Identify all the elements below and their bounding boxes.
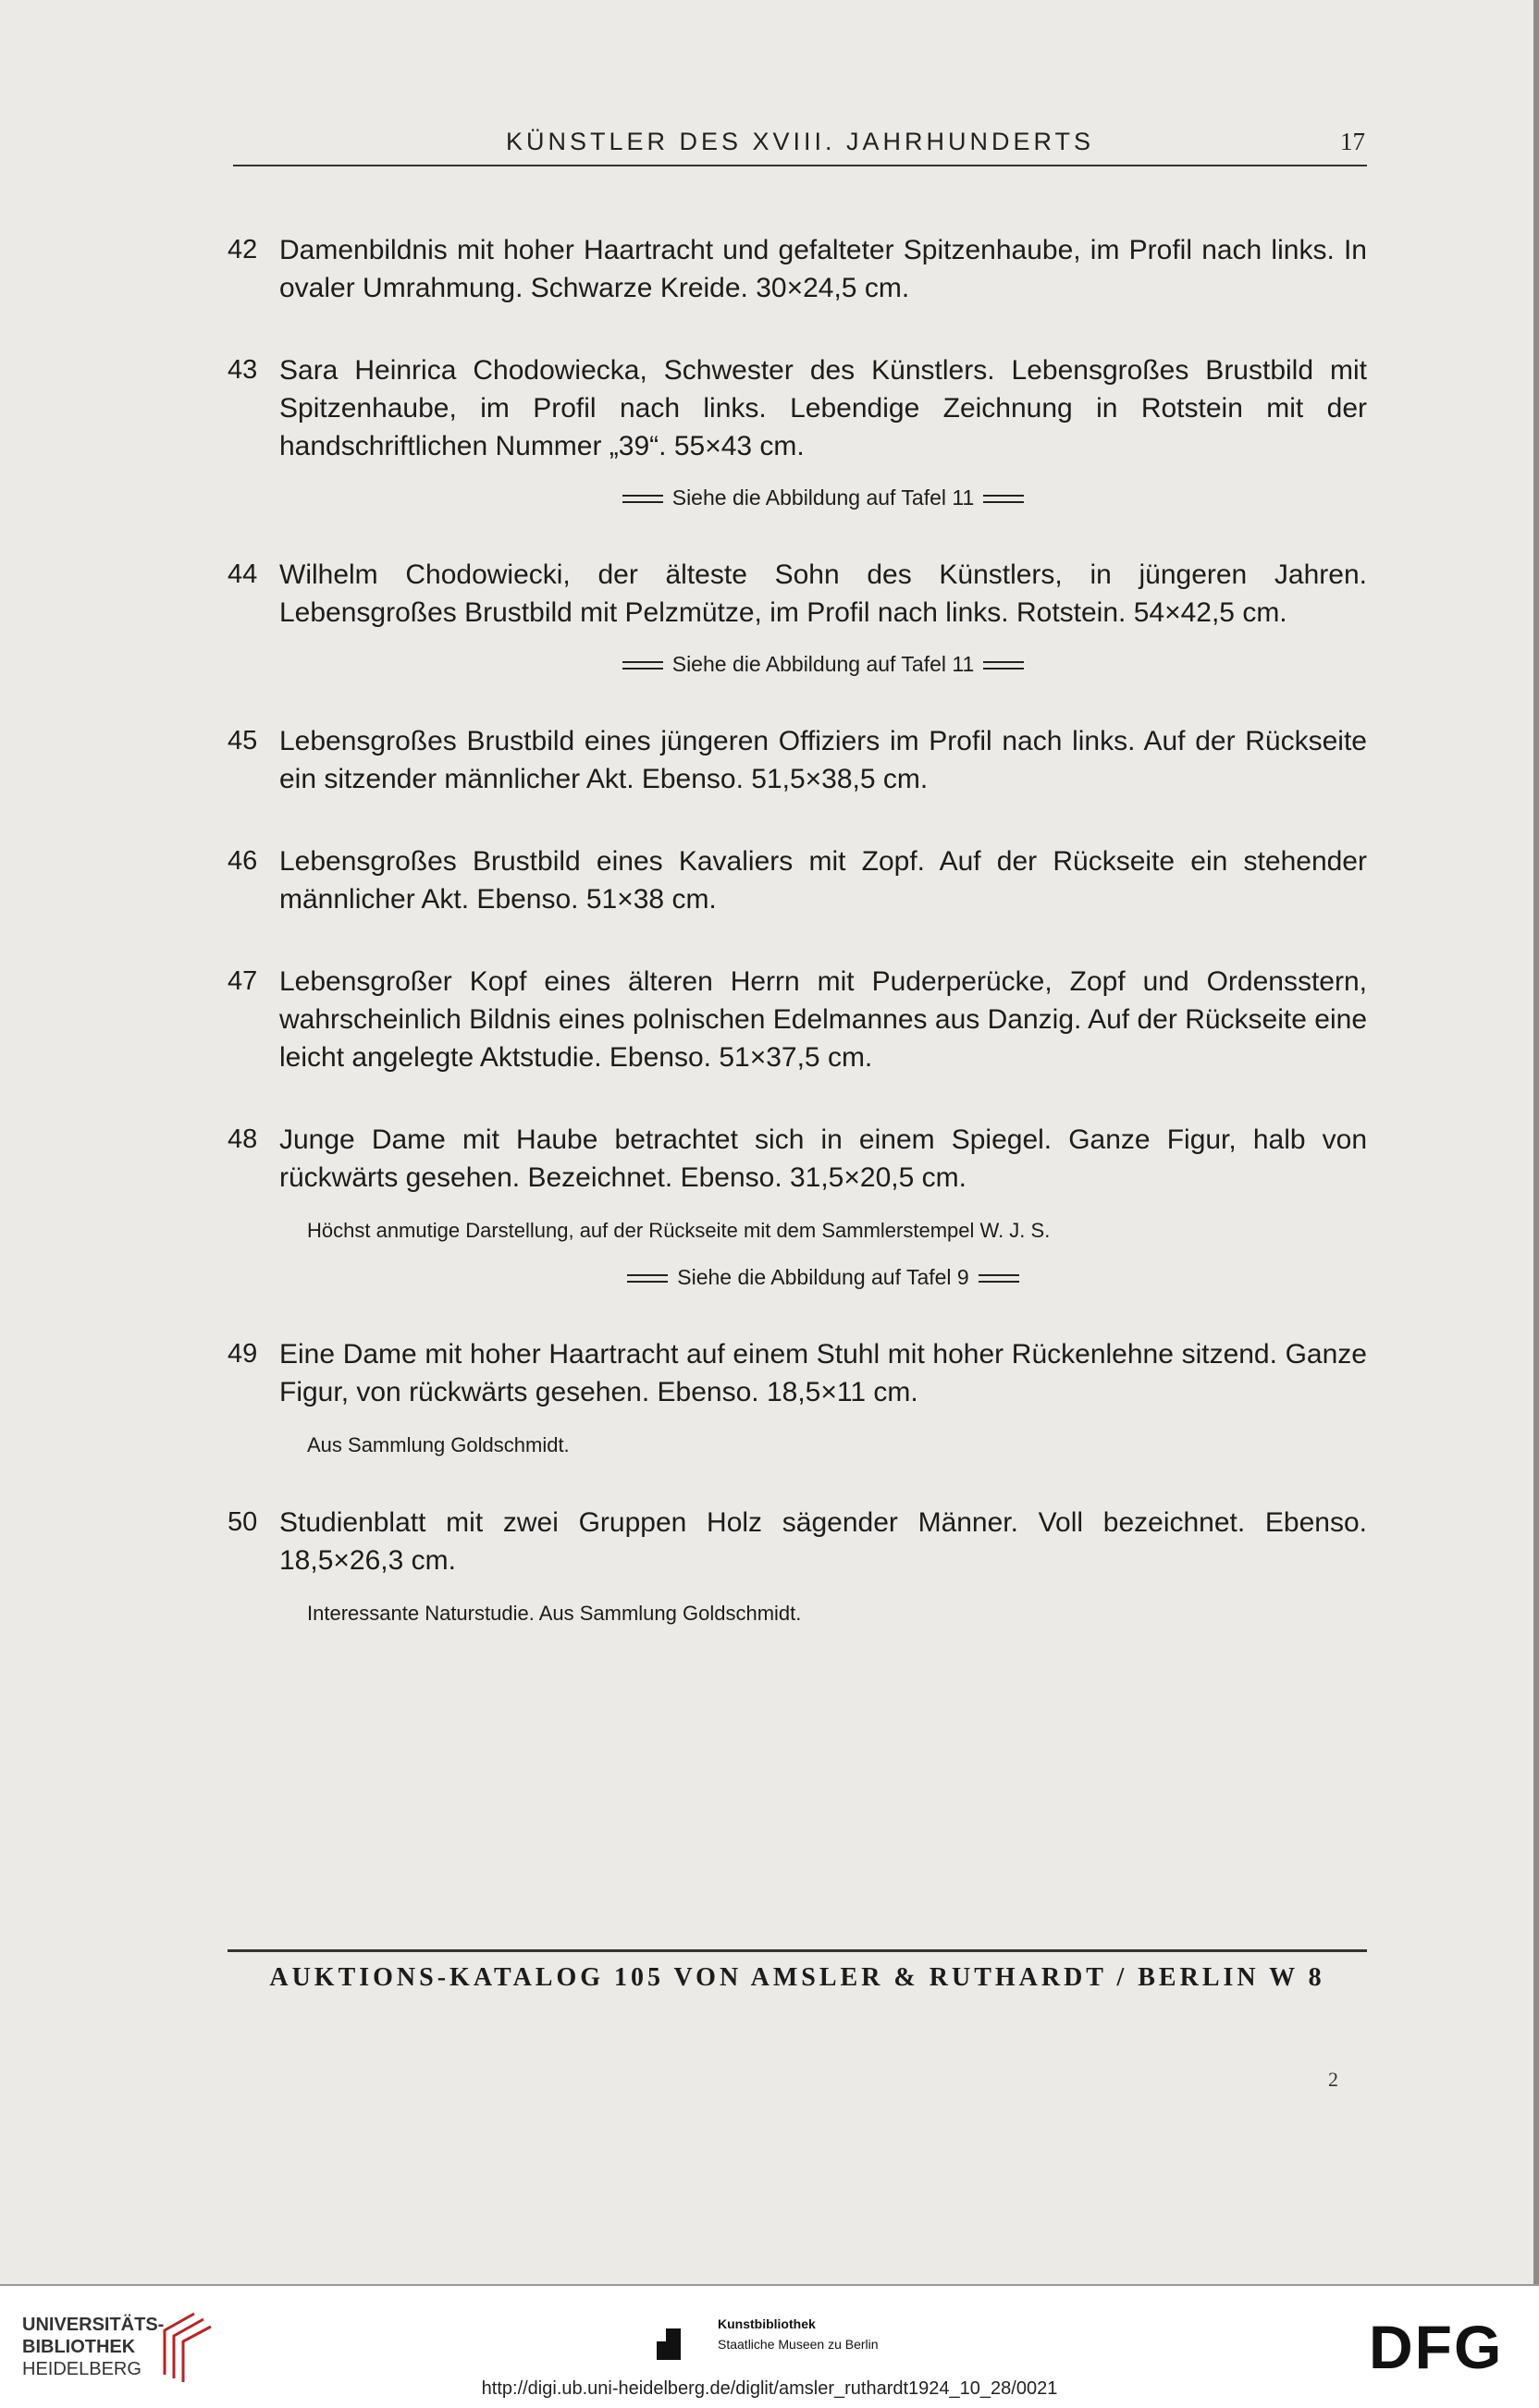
entry-note: Aus Sammlung Goldschmidt.	[307, 1433, 570, 1456]
footer-rule	[228, 1949, 1367, 1952]
catalog-entry-43	[228, 351, 1367, 511]
signature-mark: 2	[1328, 2068, 1338, 2091]
plate-reference	[279, 1263, 1367, 1291]
plate-reference	[279, 484, 1367, 511]
entry-number: 47	[228, 966, 258, 996]
entry-description: Junge Dame mit Haube betrachtet sich in einem Spiegel. Ganze Figur, halb von rückwärts gesehen. Bezeichnet. Ebenso. 31,5×20,5 cm.	[279, 1124, 1367, 1193]
running-title: KÜNSTLER DES XVIII. JAHRHUNDERTS	[505, 128, 1095, 155]
plate-reference-text: Siehe die Abbildung auf Tafel 11	[671, 485, 975, 510]
entry-description: Damenbildnis mit hoher Haartracht und gefalteter Spitzenhaube, im Profil nach links. In ovaler Umrahmung. Schwarze Kreide. 30×24,5 cm.	[279, 235, 1367, 303]
scan-edge	[1533, 0, 1539, 2284]
page-number: 17	[1340, 128, 1365, 155]
kunstbibliothek-line1: Kunstbibliothek	[718, 2316, 816, 2331]
university-logo-icon	[157, 2310, 213, 2384]
catalog-entry-50	[228, 1504, 1367, 1628]
double-dash	[622, 661, 663, 670]
double-dash	[983, 661, 1024, 670]
catalog-entry-46	[228, 842, 1367, 918]
entry-description: Sara Heinrica Chodowiecka, Schwester des Künstlers. Lebensgroßes Brustbild mit Spitzenhaube, im Profil nach links. Lebendige Zeichnung in Rotstein mit der handschriftlichen Nummer „39“. 55×43 cm.	[279, 355, 1367, 461]
entry-number: 48	[228, 1124, 258, 1154]
double-dash	[622, 495, 663, 503]
kunstbibliothek-line2: Staatliche Museen zu Berlin	[718, 2337, 879, 2352]
entry-number: 50	[228, 1507, 258, 1537]
entry-number: 45	[228, 726, 258, 756]
entry-number: 43	[228, 355, 258, 385]
running-header	[233, 122, 1367, 166]
permalink-url[interactable]: http://digi.ub.uni-heidelberg.de/diglit/amsler_ruthardt1924_10_28/0021	[481, 2378, 1058, 2399]
library-banner	[0, 2284, 1539, 2408]
catalog-entry-47	[228, 963, 1367, 1076]
catalog-entry-42	[228, 231, 1367, 307]
university-line1: UNIVERSITÄTS-	[22, 2315, 165, 2335]
double-dash	[979, 1274, 1019, 1283]
entry-description: Lebensgroßer Kopf eines älteren Herrn mit Puderperücke, Zopf und Ordensstern, wahrscheinlich Bildnis eines polnischen Edelmannes aus Danzig. Auf der Rückseite eine leicht angelegte Aktstudie. Ebenso. 51×37,5 cm.	[279, 966, 1367, 1073]
entry-description: Lebensgroßes Brustbild eines jüngeren Offiziers im Profil nach links. Auf der Rückseite ein sitzender männlicher Akt. Ebenso. 51,5×38,5 cm.	[279, 726, 1367, 794]
plate-reference	[279, 650, 1367, 678]
entry-description: Studienblatt mit zwei Gruppen Holz sägender Männer. Voll bezeichnet. Ebenso. 18,5×26,3 cm.	[279, 1507, 1367, 1576]
header-rule	[233, 165, 1367, 166]
entry-number: 46	[228, 846, 258, 876]
dfg-logo: DFG	[1369, 2313, 1504, 2381]
entry-note: Höchst anmutige Darstellung, auf der Rückseite mit dem Sammlerstempel W. J. S.	[307, 1219, 1051, 1242]
plate-reference-text: Siehe die Abbildung auf Tafel 11	[671, 652, 975, 676]
entry-note: Interessante Naturstudie. Aus Sammlung Goldschmidt.	[307, 1602, 802, 1625]
university-library-name	[22, 2314, 164, 2380]
catalog-entry-49	[228, 1335, 1367, 1459]
catalog-entry-44	[228, 556, 1367, 678]
double-dash	[983, 495, 1024, 503]
university-line3: HEIDELBERG	[22, 2359, 142, 2379]
catalog-entry-48	[228, 1121, 1367, 1291]
double-dash	[627, 1274, 668, 1283]
catalog-footer	[228, 1949, 1367, 1993]
entry-number: 44	[228, 559, 258, 589]
kunstbibliothek-logo-icon	[657, 2328, 681, 2360]
entry-number: 49	[228, 1339, 258, 1369]
kunstbibliothek-name	[718, 2314, 879, 2354]
entry-description: Wilhelm Chodowiecki, der älteste Sohn des Künstlers, in jüngeren Jahren. Lebensgroßes Brustbild mit Pelzmütze, im Profil nach links. Rotstein. 54×42,5 cm.	[279, 559, 1367, 628]
plate-reference-text: Siehe die Abbildung auf Tafel 9	[677, 1265, 969, 1289]
catalog-imprint: AUKTIONS-KATALOG 105 VON AMSLER & RUTHARDT / BERLIN W 8	[269, 1963, 1325, 1992]
entry-number: 42	[228, 235, 258, 264]
entry-description: Eine Dame mit hoher Haartracht auf einem Stuhl mit hoher Rückenlehne sitzend. Ganze Figur, von rückwärts gesehen. Ebenso. 18,5×11 cm.	[279, 1339, 1367, 1407]
catalog-entry-45	[228, 722, 1367, 798]
entry-description: Lebensgroßes Brustbild eines Kavaliers mit Zopf. Auf der Rückseite ein stehender männlicher Akt. Ebenso. 51×38 cm.	[279, 846, 1367, 915]
university-line2: BIBLIOTHEK	[22, 2337, 136, 2357]
catalog-entries	[228, 231, 1367, 1672]
